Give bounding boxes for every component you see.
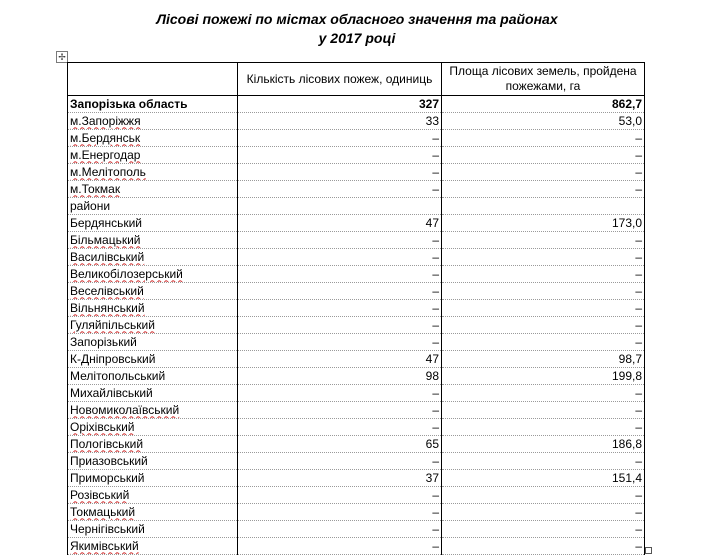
table-row <box>68 453 645 470</box>
spellcheck-name: Великобілозерський <box>70 266 183 281</box>
row-area-cell[interactable]: – <box>442 538 645 555</box>
row-fires-cell[interactable]: 33 <box>238 113 442 130</box>
row-name-cell[interactable] <box>68 113 238 130</box>
row-name-cell[interactable] <box>68 164 238 181</box>
spellcheck-name: Більмацький <box>70 232 141 247</box>
row-name-cell[interactable] <box>68 538 238 555</box>
row-fires-cell[interactable]: – <box>238 317 442 334</box>
row-fires-cell[interactable]: – <box>238 538 442 555</box>
table-row <box>68 487 645 504</box>
row-area-cell[interactable]: 98,7 <box>442 351 645 368</box>
row-area-cell[interactable]: – <box>442 487 645 504</box>
move-cross-icon[interactable]: ✢ <box>56 51 68 63</box>
spellcheck-name: м.Енергодар <box>70 147 141 162</box>
table-row <box>68 113 645 130</box>
row-area-cell[interactable]: – <box>442 521 645 538</box>
row-area-cell[interactable]: – <box>442 402 645 419</box>
header-empty-cell <box>68 63 238 96</box>
row-name-cell[interactable]: Бердянський <box>68 215 238 232</box>
row-area-cell[interactable]: 199,8 <box>442 368 645 385</box>
table-row <box>68 436 645 453</box>
row-fires-cell[interactable]: – <box>238 164 442 181</box>
table-row <box>68 96 645 113</box>
table-row <box>68 385 645 402</box>
row-name-cell[interactable] <box>68 487 238 504</box>
row-fires-cell[interactable]: – <box>238 419 442 436</box>
table-row <box>68 266 645 283</box>
row-area-cell[interactable]: 53,0 <box>442 113 645 130</box>
spellcheck-name: Токмацький <box>70 504 136 519</box>
table-row <box>68 470 645 487</box>
row-area-cell[interactable]: – <box>442 147 645 164</box>
resize-square-icon[interactable] <box>645 547 652 554</box>
table-row <box>68 198 645 215</box>
row-area-cell[interactable]: – <box>442 130 645 147</box>
spellcheck-name: Вільнянський <box>70 300 145 315</box>
row-fires-cell[interactable]: – <box>238 147 442 164</box>
table-row <box>68 283 645 300</box>
row-fires-cell[interactable]: – <box>238 453 442 470</box>
row-name-cell[interactable] <box>68 317 238 334</box>
row-name-cell[interactable] <box>68 436 238 453</box>
row-name-cell[interactable] <box>68 300 238 317</box>
row-area-cell[interactable]: – <box>442 419 645 436</box>
spellcheck-name: Василівський <box>70 249 145 264</box>
row-name-cell[interactable]: Михайлівський <box>68 385 238 402</box>
row-area-cell[interactable]: – <box>442 266 645 283</box>
table-row <box>68 147 645 164</box>
row-area-cell[interactable]: – <box>442 300 645 317</box>
title-line-2: у 2017 році <box>318 30 396 46</box>
row-area-cell[interactable]: – <box>442 283 645 300</box>
document-title <box>0 10 714 48</box>
row-name-cell[interactable] <box>68 249 238 266</box>
spellcheck-name: м.Запоріжжя <box>70 113 141 128</box>
row-fires-cell[interactable]: – <box>238 266 442 283</box>
row-name-cell[interactable] <box>68 419 238 436</box>
table-row <box>68 232 645 249</box>
table-row <box>68 130 645 147</box>
row-area-cell[interactable]: – <box>442 249 645 266</box>
table-row <box>68 317 645 334</box>
spellcheck-name: Розівський <box>70 487 130 502</box>
table-row <box>68 300 645 317</box>
spellcheck-name: Пологівський <box>70 436 144 451</box>
row-name-cell[interactable] <box>68 147 238 164</box>
table-row <box>68 164 645 181</box>
row-fires-cell[interactable]: – <box>238 300 442 317</box>
table-row <box>68 215 645 232</box>
table-row <box>68 368 645 385</box>
row-area-cell[interactable]: – <box>442 317 645 334</box>
row-fires-cell[interactable]: 47 <box>238 215 442 232</box>
row-area-cell[interactable]: – <box>442 504 645 521</box>
table-row <box>68 419 645 436</box>
row-area-cell[interactable]: – <box>442 334 645 351</box>
table-row <box>68 521 645 538</box>
row-name-cell[interactable]: Чернігівський <box>68 521 238 538</box>
row-area-cell[interactable]: – <box>442 164 645 181</box>
header-fires-count: Кількість лісових пожеж, одиниць <box>238 63 442 96</box>
row-name-cell[interactable]: Приазовський <box>68 453 238 470</box>
row-fires-cell[interactable]: – <box>238 334 442 351</box>
table-row <box>68 504 645 521</box>
row-area-cell[interactable]: 862,7 <box>442 96 645 113</box>
row-area-cell[interactable] <box>442 198 645 215</box>
spellcheck-name: Оріхівський <box>70 419 135 434</box>
row-fires-cell[interactable]: – <box>238 487 442 504</box>
spellcheck-name: Веселівський <box>70 283 144 298</box>
table-row <box>68 538 645 555</box>
row-name-cell[interactable] <box>68 504 238 521</box>
row-name-cell[interactable] <box>68 232 238 249</box>
spellcheck-name: м.Токмак <box>70 181 121 196</box>
row-name-cell[interactable]: райони <box>68 198 238 215</box>
row-area-cell[interactable]: 151,4 <box>442 470 645 487</box>
forest-fires-table <box>67 62 645 555</box>
title-line-1: Лісові пожежі по містах обласного значення та районах <box>156 11 558 27</box>
row-fires-cell[interactable]: – <box>238 283 442 300</box>
row-fires-cell[interactable]: – <box>238 402 442 419</box>
spellcheck-name: Якимівський <box>70 538 139 553</box>
row-fires-cell[interactable] <box>238 198 442 215</box>
spellcheck-name: м.Мелітополь <box>70 164 146 179</box>
spellcheck-name: м.Бердянськ <box>70 130 141 145</box>
row-fires-cell[interactable]: – <box>238 385 442 402</box>
row-fires-cell[interactable]: 327 <box>238 96 442 113</box>
row-name-cell[interactable]: Запорізький <box>68 334 238 351</box>
row-fires-cell[interactable]: – <box>238 249 442 266</box>
table-row <box>68 249 645 266</box>
row-fires-cell[interactable]: 37 <box>238 470 442 487</box>
table-row <box>68 402 645 419</box>
row-name-cell[interactable] <box>68 181 238 198</box>
table-header-row <box>68 63 645 96</box>
row-fires-cell[interactable]: – <box>238 521 442 538</box>
table-row <box>68 334 645 351</box>
row-name-cell[interactable]: Запорізька область <box>68 96 238 113</box>
spellcheck-name: Гуляйпільський <box>70 317 155 332</box>
row-fires-cell[interactable]: 65 <box>238 436 442 453</box>
row-area-cell[interactable]: – <box>442 453 645 470</box>
row-area-cell[interactable]: – <box>442 385 645 402</box>
row-area-cell[interactable]: – <box>442 232 645 249</box>
row-area-cell[interactable]: 173,0 <box>442 215 645 232</box>
row-name-cell[interactable]: Мелітопольський <box>68 368 238 385</box>
header-burned-area: Площа лісових земель, пройдена пожежами, га <box>442 63 645 96</box>
row-fires-cell[interactable]: – <box>238 232 442 249</box>
table-row <box>68 181 645 198</box>
row-name-cell[interactable]: К-Дніпровський <box>68 351 238 368</box>
row-fires-cell[interactable]: – <box>238 181 442 198</box>
row-name-cell[interactable] <box>68 130 238 147</box>
row-name-cell[interactable] <box>68 402 238 419</box>
row-name-cell[interactable] <box>68 283 238 300</box>
row-area-cell[interactable]: – <box>442 181 645 198</box>
row-fires-cell[interactable]: 98 <box>238 368 442 385</box>
row-name-cell[interactable]: Приморський <box>68 470 238 487</box>
row-area-cell[interactable]: 186,8 <box>442 436 645 453</box>
spellcheck-name: Новомиколаївський <box>70 402 180 417</box>
row-name-cell[interactable] <box>68 266 238 283</box>
row-fires-cell[interactable]: – <box>238 504 442 521</box>
table-row <box>68 351 645 368</box>
row-fires-cell[interactable]: – <box>238 130 442 147</box>
row-fires-cell[interactable]: 47 <box>238 351 442 368</box>
